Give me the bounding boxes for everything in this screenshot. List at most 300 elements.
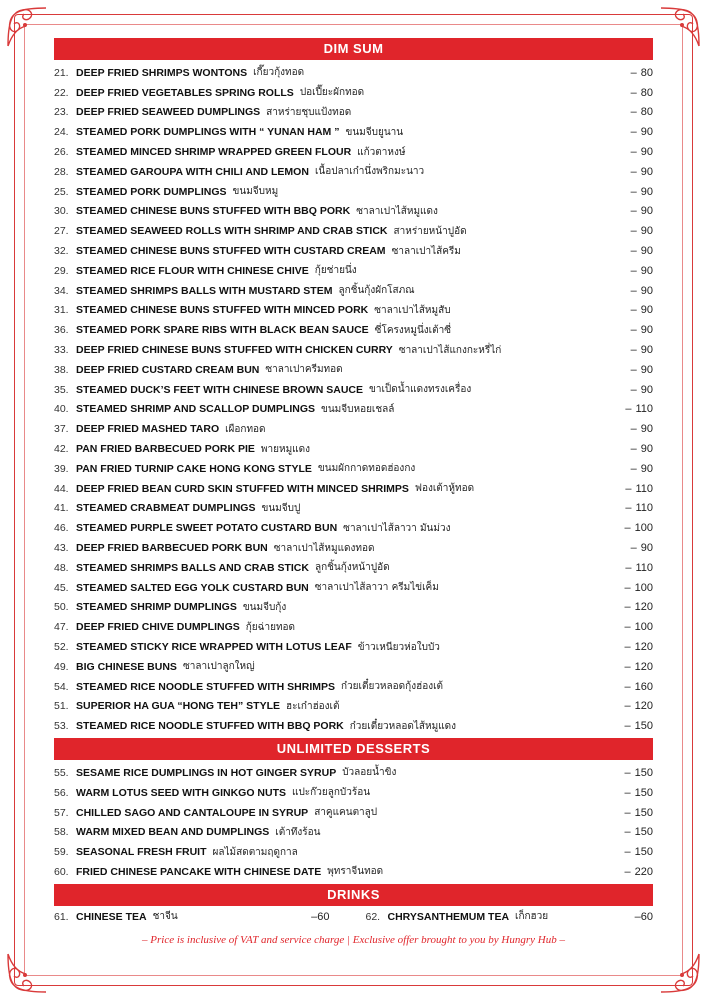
item-number: 51. (54, 700, 69, 713)
item-price (631, 285, 653, 297)
item-number: 33. (54, 344, 69, 357)
item-price-value: 90 (640, 165, 653, 178)
item-number: 45. (54, 581, 69, 594)
item-price (631, 324, 653, 336)
dim-sum-list (54, 60, 653, 738)
item-price-value: 90 (640, 205, 653, 218)
item-price-value: 90 (640, 304, 653, 317)
price-dash: – (624, 522, 631, 535)
item-price (631, 225, 653, 237)
item-thai-name: สาหร่ายหน้าปูอัด (393, 225, 467, 237)
item-thai-name: ลูกชิ้นกุ้งผักโสภณ (338, 285, 415, 297)
item-price-value: 150 (634, 806, 653, 819)
item-number: 26. (54, 146, 69, 159)
list-item (54, 202, 653, 222)
list-item (54, 822, 653, 842)
item-thai-name: ขนมจีบยูนาน (345, 126, 404, 138)
item-price-value: 120 (634, 700, 653, 713)
price-dash: – (630, 443, 637, 456)
corner-ornament-icon (657, 950, 703, 996)
list-item (54, 677, 653, 697)
item-name: DEEP FRIED CHIVE DUMPLINGS (76, 621, 240, 634)
price-dash: – (624, 786, 631, 799)
list-item (54, 862, 653, 882)
item-thai-name: ปอเปี๊ยะผักทอด (299, 87, 365, 99)
item-name: STEAMED PURPLE SWEET POTATO CUSTARD BUN (76, 522, 338, 535)
price-dash: – (624, 806, 631, 819)
item-price (631, 205, 653, 217)
item-price (631, 463, 653, 475)
item-price (625, 846, 653, 858)
item-price-value: 100 (634, 522, 653, 535)
item-thai-name: ขนมผักกาดทอดฮ่องกง (317, 463, 416, 475)
item-name: STEAMED PORK DUMPLINGS (76, 185, 227, 198)
item-name: STEAMED PORK SPARE RIBS WITH BLACK BEAN SAUCE (76, 324, 369, 337)
item-thai-name: ขนมจีบหมู (232, 186, 279, 198)
item-price-value: 90 (640, 344, 653, 357)
list-item (54, 162, 653, 182)
list-item (54, 716, 653, 736)
item-price-value: 90 (640, 443, 653, 456)
item-thai-name: ซาลาเปาไส้หมูแดงทอด (273, 542, 375, 554)
item-thai-name: ซาลาเปาไส้ลาวา มันม่วง (343, 522, 451, 534)
list-item (54, 182, 653, 202)
footer-note: – Price is inclusive of VAT and service charge | Exclusive offer brought to you by Hungry Hub – (142, 933, 565, 946)
price-dash: – (630, 304, 637, 317)
item-price (625, 866, 653, 878)
price-dash: – (630, 165, 637, 178)
item-thai-name: ซาลาเปาไส้แกงกะหรี่ไก่ (398, 344, 502, 356)
list-item (54, 783, 653, 803)
item-number: 35. (54, 383, 69, 396)
item-name: STEAMED SHRIMPS BALLS WITH MUSTARD STEM (76, 284, 333, 297)
item-name: STEAMED RICE NOODLE STUFFED WITH SHRIMPS (76, 680, 336, 693)
item-price-value: 90 (640, 185, 653, 198)
price-dash: – (624, 601, 631, 614)
item-price-value: 80 (640, 66, 653, 79)
item-name: STEAMED GAROUPA WITH CHILI AND LEMON (76, 165, 309, 178)
item-name: WARM LOTUS SEED WITH GINKGO NUTS (76, 786, 286, 799)
item-thai-name: เต้าทึงร้อน (275, 826, 321, 838)
list-item (54, 598, 653, 618)
item-price-value: 100 (634, 581, 653, 594)
item-number: 21. (54, 66, 69, 79)
item-thai-name: เนื้อปลาเก๋านึ่งพริกมะนาว (314, 166, 425, 178)
list-item (54, 479, 653, 499)
item-number: 28. (54, 165, 69, 178)
price-dash: – (630, 106, 637, 119)
item-price (625, 621, 653, 633)
drinks-list (54, 906, 653, 928)
item-price (631, 186, 653, 198)
list-item (54, 617, 653, 637)
price-dash: – (630, 344, 637, 357)
price-dash: – (634, 910, 641, 923)
item-name: STEAMED SHRIMP DUMPLINGS (76, 601, 237, 614)
item-price-value: 90 (640, 462, 653, 475)
item-price-value: 110 (635, 403, 653, 416)
item-thai-name: ชาจีน (152, 911, 178, 923)
item-price (631, 146, 653, 158)
item-name: FRIED CHINESE PANCAKE WITH CHINESE DATE (76, 865, 322, 878)
item-number: 37. (54, 423, 69, 436)
item-thai-name: ผลไม้สดตามฤดูกาล (212, 846, 298, 858)
price-dash: – (630, 225, 637, 238)
item-price-value: 90 (640, 245, 653, 258)
item-price (625, 562, 653, 574)
item-thai-name: ขนมจีบหอยเชลล์ (321, 403, 395, 415)
item-price-value: 90 (640, 363, 653, 376)
item-price-value: 220 (634, 865, 653, 878)
item-thai-name: ซาลาเปาลูกใหญ่ (182, 661, 255, 673)
list-item (54, 657, 653, 677)
item-price-value: 90 (640, 383, 653, 396)
menu-content (54, 38, 653, 946)
list-item (54, 459, 653, 479)
item-number: 42. (54, 443, 69, 456)
item-price (625, 483, 653, 495)
item-name: STEAMED STICKY RICE WRAPPED WITH LOTUS LEAF (76, 641, 352, 653)
item-price-value: 110 (635, 502, 653, 515)
item-number: 58. (54, 826, 69, 839)
item-thai-name: บัวลอยน้ำขิง (342, 767, 397, 779)
list-item (54, 261, 653, 281)
item-thai-name: ก๋วยเตี๋ยวหลอดไส้หมูแดง (349, 720, 457, 732)
item-name: STEAMED CHINESE BUNS STUFFED WITH MINCED PORK (76, 304, 369, 317)
corner-ornament-icon (4, 4, 50, 50)
item-price (625, 826, 653, 838)
item-price (631, 245, 653, 257)
item-price (625, 582, 653, 594)
item-number: 56. (54, 786, 69, 799)
list-item (54, 578, 653, 598)
list-item (54, 380, 653, 400)
price-dash: – (624, 621, 631, 634)
item-number: 52. (54, 641, 69, 653)
item-thai-name: แปะก๊วยลูกบัวร้อน (292, 787, 371, 799)
item-thai-name: ข้าวเหนียวห่อใบบัว (357, 641, 440, 653)
list-item (54, 558, 653, 578)
price-dash: – (630, 363, 637, 376)
price-dash: – (625, 482, 632, 495)
item-number: 49. (54, 660, 69, 673)
item-name: PAN FRIED TURNIP CAKE HONG KONG STYLE (76, 462, 312, 475)
item-name: DEEP FRIED SEAWEED DUMPLINGS (76, 106, 261, 119)
item-name: CHILLED SAGO AND CANTALOUPE IN SYRUP (76, 806, 309, 819)
price-dash: – (630, 423, 637, 436)
item-price (631, 87, 653, 99)
item-name: DEEP FRIED BEAN CURD SKIN STUFFED WITH MINCED SHRIMPS (76, 482, 409, 495)
item-price (625, 767, 653, 779)
item-number: 29. (54, 264, 69, 277)
item-thai-name: ซาลาเปาไส้ลาวา ครีมไข่เค็ม (314, 582, 439, 594)
item-name: STEAMED PORK DUMPLINGS WITH “ YUNAN HAM ” (76, 126, 340, 139)
item-number: 36. (54, 324, 69, 337)
item-number: 48. (54, 561, 69, 574)
item-price-value: 90 (640, 542, 653, 555)
item-number: 27. (54, 225, 69, 238)
price-dash: – (630, 205, 637, 218)
item-number: 61. (54, 910, 69, 923)
item-price-value: 110 (635, 482, 653, 495)
item-number: 34. (54, 284, 69, 297)
section-title-dim-sum: DIM SUM (54, 38, 653, 60)
item-name: PAN FRIED BARBECUED PORK PIE (76, 443, 255, 456)
item-name: DEEP FRIED MASHED TARO (76, 423, 220, 436)
item-number: 57. (54, 806, 69, 819)
item-name: WARM MIXED BEAN AND DUMPLINGS (76, 826, 270, 839)
list-item (54, 340, 653, 360)
item-price-value: 150 (634, 826, 653, 839)
item-price (625, 720, 653, 732)
item-price (631, 443, 653, 455)
list-item (54, 281, 653, 301)
price-dash: – (630, 66, 637, 79)
list-item (54, 637, 653, 657)
item-number: 24. (54, 126, 69, 139)
price-dash: – (624, 660, 631, 673)
item-price-value: 150 (634, 766, 653, 779)
list-item (54, 419, 653, 439)
price-dash: – (630, 542, 637, 555)
item-number: 31. (54, 304, 69, 317)
item-price-value: 90 (640, 225, 653, 238)
item-price-value: 90 (640, 423, 653, 436)
item-thai-name: ซาลาเปาครีมทอด (265, 364, 343, 376)
item-number: 41. (54, 502, 69, 515)
item-price (625, 807, 653, 819)
price-dash: – (630, 185, 637, 198)
item-name: SEASONAL FRESH FRUIT (76, 846, 207, 859)
list-item (54, 499, 653, 519)
price-dash: – (624, 766, 631, 779)
item-price-value: 90 (640, 284, 653, 297)
item-name: CHINESE TEA (76, 910, 147, 923)
item-name: DEEP FRIED CHINESE BUNS STUFFED WITH CHICKEN CURRY (76, 344, 393, 357)
item-thai-name: พุทราจีนทอด (327, 866, 384, 878)
item-price (625, 403, 653, 415)
item-number: 22. (54, 86, 69, 99)
item-price-value: 90 (640, 264, 653, 277)
item-name: CHRYSANTHEMUM TEA (387, 910, 510, 923)
list-item (54, 83, 653, 103)
item-price (625, 787, 653, 799)
list-item (54, 538, 653, 558)
list-item (54, 518, 653, 538)
item-thai-name: เก็กฮวย (515, 911, 549, 923)
item-number: 23. (54, 106, 69, 119)
list-item (54, 400, 653, 420)
section-title-desserts: UNLIMITED DESSERTS (54, 738, 653, 760)
price-dash: – (630, 264, 637, 277)
item-thai-name: แก้วตาหงษ์ (357, 146, 406, 158)
item-thai-name: ซาลาเปาไส้หมูแดง (356, 205, 438, 217)
item-thai-name: ซาลาเปาไส้หมูสับ (374, 304, 451, 316)
price-dash: – (624, 720, 631, 733)
item-price-value: 120 (634, 601, 653, 614)
item-name: STEAMED DUCK’S FEET WITH CHINESE BROWN SAUCE (76, 383, 364, 396)
item-number: 55. (54, 766, 69, 779)
corner-ornament-icon (657, 4, 703, 50)
item-name: BIG CHINESE BUNS (76, 660, 177, 673)
item-price (631, 384, 653, 396)
item-name: SUPERIOR HA GUA “HONG TEH” STYLE (76, 700, 280, 713)
list-item (54, 241, 653, 261)
item-name: SESAME RICE DUMPLINGS IN HOT GINGER SYRUP (76, 766, 337, 779)
item-price-value: 60 (640, 910, 653, 923)
item-thai-name: ก๋วยเตี๋ยวหลอดกุ้งฮ่องเต้ (341, 681, 443, 693)
item-number: 32. (54, 245, 69, 258)
item-price (631, 304, 653, 316)
item-thai-name: กุ้ยช่ายนึ่ง (314, 265, 357, 277)
item-number: 30. (54, 205, 69, 218)
price-dash: – (624, 865, 631, 878)
item-number: 25. (54, 185, 69, 198)
item-price-value: 90 (640, 126, 653, 139)
item-price-value: 120 (634, 660, 653, 673)
item-price (625, 681, 653, 693)
item-name: STEAMED SHRIMPS BALLS AND CRAB STICK (76, 561, 309, 574)
item-thai-name: กุ้ยฉ่ายทอด (245, 621, 296, 633)
item-thai-name: เกี๊ยวกุ้งทอด (253, 67, 305, 79)
list-item (54, 697, 653, 717)
item-number: 59. (54, 846, 69, 859)
price-dash: – (624, 680, 631, 693)
item-number: 53. (54, 720, 69, 733)
item-price (631, 67, 653, 79)
list-item (54, 63, 653, 83)
price-dash: – (630, 146, 637, 159)
item-number: 54. (54, 680, 69, 693)
item-number: 44. (54, 482, 69, 495)
item-price-value: 110 (635, 561, 653, 574)
item-thai-name: ขนมจีบกุ้ง (242, 601, 287, 613)
item-price (631, 166, 653, 178)
item-price (625, 601, 653, 613)
item-name: STEAMED CHINESE BUNS STUFFED WITH CUSTARD CREAM (76, 245, 386, 258)
item-price-value: 160 (634, 680, 653, 693)
item-price (625, 641, 653, 653)
item-price-value: 90 (640, 324, 653, 337)
item-number: 60. (54, 865, 69, 878)
item-price (635, 911, 653, 923)
item-thai-name: ฟองเต้าหู้ทอด (414, 483, 475, 495)
price-dash: – (630, 284, 637, 297)
item-name: STEAMED SEAWEED ROLLS WITH SHRIMP AND CRAB STICK (76, 225, 388, 238)
item-price (631, 106, 653, 118)
corner-ornament-icon (4, 950, 50, 996)
item-price (631, 542, 653, 554)
item-price-value: 150 (634, 720, 653, 733)
item-thai-name: เผือกทอด (225, 423, 266, 435)
price-dash: – (624, 700, 631, 713)
item-name: STEAMED SHRIMP AND SCALLOP DUMPLINGS (76, 403, 315, 416)
item-number: 47. (54, 621, 69, 634)
item-name: DEEP FRIED BARBECUED PORK BUN (76, 542, 268, 555)
item-name: STEAMED SALTED EGG YOLK CUSTARD BUN (76, 581, 309, 594)
item-number: 38. (54, 363, 69, 376)
item-price-value: 150 (634, 786, 653, 799)
item-thai-name: ซาลาเปาไส้ครีม (391, 245, 461, 257)
item-number: 43. (54, 542, 69, 555)
item-thai-name: ลูกชิ้นกุ้งหน้าปูอัด (314, 562, 390, 574)
list-item (54, 803, 653, 823)
item-price (625, 522, 653, 534)
item-price (631, 126, 653, 138)
price-dash: – (624, 826, 631, 839)
item-thai-name: ซี่โครงหมูนึ่งเต้าซี่ (374, 324, 451, 336)
list-item (54, 763, 653, 783)
list-item (54, 360, 653, 380)
item-thai-name: พายหมูแดง (260, 443, 310, 455)
item-thai-name: ฮะเก๋าฮ่องเต้ (286, 700, 340, 712)
item-number: 62. (365, 910, 381, 923)
item-name: DEEP FRIED VEGETABLES SPRING ROLLS (76, 86, 294, 99)
price-dash: – (630, 324, 637, 337)
item-name: DEEP FRIED SHRIMPS WONTONS (76, 66, 248, 79)
item-price (631, 364, 653, 376)
desserts-list (54, 760, 653, 884)
price-dash: – (630, 462, 637, 475)
list-item (54, 122, 653, 142)
item-number: 46. (54, 522, 69, 535)
price-dash: – (624, 641, 631, 653)
item-price-value: 90 (640, 146, 653, 159)
item-price-value: 120 (634, 641, 653, 653)
price-dash: – (625, 561, 632, 574)
price-dash: – (630, 245, 637, 258)
list-item (54, 221, 653, 241)
item-name: DEEP FRIED CUSTARD CREAM BUN (76, 363, 260, 376)
item-price (631, 265, 653, 277)
item-name: STEAMED CHINESE BUNS STUFFED WITH BBQ PORK (76, 205, 351, 218)
section-title-drinks: DRINKS (54, 884, 653, 906)
list-item (54, 909, 354, 924)
price-dash: – (311, 910, 318, 923)
item-price-value: 80 (640, 106, 653, 119)
item-thai-name: ขนมจีบปู (261, 502, 301, 514)
item-thai-name: สาหร่ายชุบแป้งทอด (266, 106, 352, 118)
price-dash: – (624, 846, 631, 859)
item-price (625, 700, 653, 712)
item-name: STEAMED RICE FLOUR WITH CHINESE CHIVE (76, 264, 309, 277)
item-price (631, 423, 653, 435)
item-name: STEAMED MINCED SHRIMP WRAPPED GREEN FLOUR (76, 146, 352, 159)
item-price-value: 80 (640, 86, 653, 99)
item-price (311, 911, 329, 923)
list-item (54, 103, 653, 123)
price-dash: – (630, 383, 637, 396)
item-name: STEAMED RICE NOODLE STUFFED WITH BBQ PORK (76, 720, 344, 733)
item-price (631, 344, 653, 356)
price-dash: – (624, 581, 631, 594)
list-item (54, 842, 653, 862)
item-thai-name: สาคูแคนตาลูป (314, 807, 378, 819)
item-price (625, 502, 653, 514)
item-number: 40. (54, 403, 69, 416)
item-number: 50. (54, 601, 69, 614)
list-item (54, 142, 653, 162)
item-thai-name: ขาเป็ดน้ำแดงทรงเครื่อง (369, 384, 472, 396)
list-item (54, 439, 653, 459)
price-dash: – (625, 502, 632, 515)
price-dash: – (625, 403, 632, 416)
price-dash: – (630, 86, 637, 99)
list-item (54, 301, 653, 321)
item-price-value: 60 (317, 910, 330, 923)
item-number: 39. (54, 462, 69, 475)
item-price-value: 100 (634, 621, 653, 634)
